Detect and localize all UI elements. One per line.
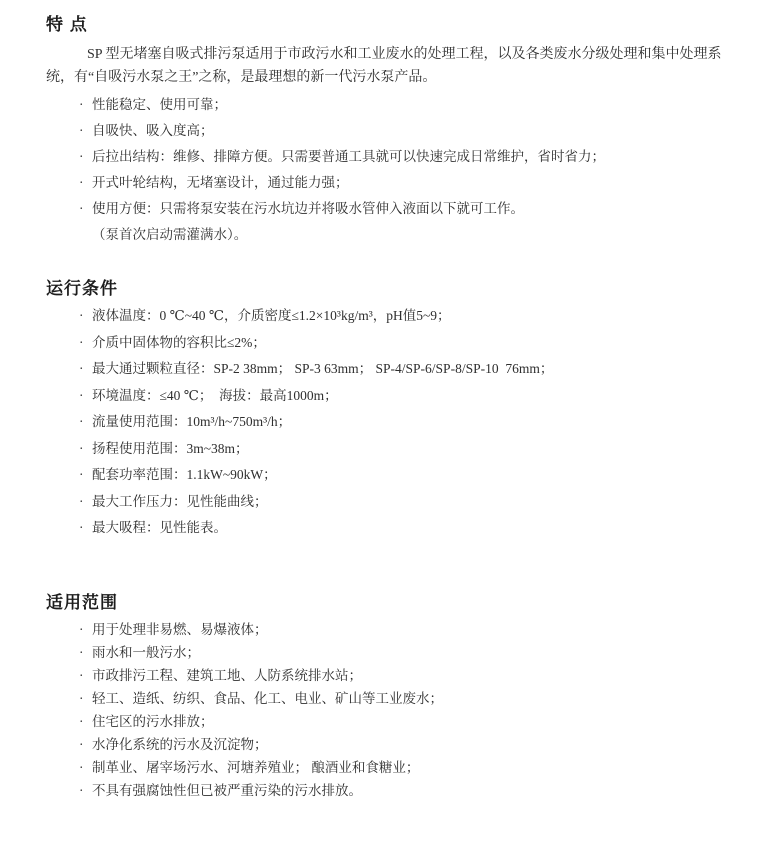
bullet-item <box>79 96 736 114</box>
bullet-marker: · <box>79 714 84 729</box>
bullet-marker: · <box>79 645 84 660</box>
bullet-item <box>79 307 736 325</box>
bullet-item <box>79 440 736 458</box>
bullet-text: 配套功率范围：1.1kW~90kW； <box>92 467 277 482</box>
bullet-marker: · <box>79 668 84 683</box>
features-bullet-list <box>46 96 736 244</box>
operating-conditions-bullet-list <box>46 307 736 537</box>
bullet-marker: · <box>79 201 84 216</box>
bullet-text: 性能稳定、使用可靠； <box>92 97 227 112</box>
section-operating-conditions <box>46 278 736 537</box>
bullet-item <box>79 759 736 776</box>
bullet-text: 液体温度：0 ℃~40 ℃，介质密度≤1.2×10³kg/m³，pH值5~9； <box>92 308 451 323</box>
bullet-item <box>79 466 736 484</box>
bullet-text: 自吸快、吸入度高； <box>92 123 214 138</box>
bullet-marker: · <box>79 760 84 775</box>
bullet-marker: · <box>79 414 84 429</box>
bullet-text: 市政排污工程、建筑工地、人防系统排水站； <box>92 668 362 683</box>
bullet-item <box>79 413 736 431</box>
bullet-item <box>79 713 736 730</box>
bullet-item <box>79 690 736 707</box>
bullet-item <box>79 667 736 684</box>
bullet-item <box>79 226 736 244</box>
section-application-range-heading: 适用范围 <box>46 593 118 612</box>
bullet-marker: · <box>79 334 84 350</box>
section-application-range <box>46 592 736 799</box>
section-features <box>46 14 736 244</box>
bullet-marker: · <box>79 783 84 798</box>
bullet-text: 水净化系统的污水及沉淀物； <box>92 737 268 752</box>
bullet-item <box>79 174 736 192</box>
bullet-item <box>79 493 736 511</box>
bullet-marker: · <box>79 622 84 637</box>
bullet-text: 用于处理非易燃、易爆液体； <box>92 622 268 637</box>
bullet-marker: · <box>79 737 84 752</box>
bullet-marker: · <box>79 520 84 535</box>
bullet-text: 最大吸程：见性能表。 <box>92 520 227 535</box>
bullet-item <box>79 148 736 166</box>
bullet-item <box>79 782 736 799</box>
bullet-marker: · <box>79 440 84 456</box>
bullet-marker: · <box>79 308 84 323</box>
bullet-text: 后拉出结构：维修、排障方便。只需要普通工具就可以快速完成日常维护，省时省力； <box>92 149 605 164</box>
bullet-item <box>79 519 736 537</box>
bullet-item <box>79 644 736 661</box>
bullet-text: 最大通过颗粒直径：SP-2 38mm； SP-3 63mm； SP-4/SP-6/SP-8/SP-10 76mm； <box>92 361 554 376</box>
bullet-item <box>79 736 736 753</box>
bullet-text: 不具有强腐蚀性但已被严重污染的污水排放。 <box>92 783 362 798</box>
bullet-text: （泵首次启动需灌满水）。 <box>92 227 248 242</box>
bullet-text: 扬程使用范围：3m~38m； <box>92 440 249 456</box>
bullet-marker: · <box>79 149 84 164</box>
bullet-item <box>79 387 736 405</box>
section-operating-conditions-heading: 运行条件 <box>46 279 118 298</box>
bullet-item <box>79 122 736 140</box>
bullet-text: 制革业、屠宰场污水、河塘养殖业； 酿酒业和食糖业； <box>92 760 420 775</box>
bullet-text: 环境温度：≤40 ℃； 海拔：最高1000m； <box>92 387 338 403</box>
features-intro-paragraph: SP 型无堵塞自吸式排污泵适用于市政污水和工业废水的处理工程，以及各类废水分级处理和集中处理系统，有“自吸污水泵之王”之称，是最理想的新一代污水泵产品。 <box>46 47 722 85</box>
bullet-text: 雨水和一般污水； <box>92 645 200 660</box>
bullet-item <box>79 360 736 378</box>
application-range-bullet-list <box>46 621 736 799</box>
bullet-marker: · <box>79 123 84 138</box>
bullet-marker: · <box>79 691 84 706</box>
bullet-marker: · <box>79 361 84 376</box>
bullet-text: 轻工、造纸、纺织、食品、化工、电业、矿山等工业废水； <box>92 691 443 706</box>
bullet-item <box>79 621 736 638</box>
bullet-item <box>79 200 736 218</box>
bullet-text: 流量使用范围：10m³/h~750m³/h； <box>92 414 292 429</box>
bullet-text: 住宅区的污水排放； <box>92 714 214 729</box>
bullet-text: 介质中固体物的容积比≤2%； <box>92 334 266 350</box>
bullet-marker: · <box>79 97 84 112</box>
bullet-marker: · <box>79 387 84 403</box>
bullet-marker: · <box>79 467 84 482</box>
bullet-item <box>79 334 736 352</box>
bullet-text: 使用方便：只需将泵安装在污水坑边并将吸水管伸入液面以下就可工作。 <box>92 201 524 216</box>
bullet-text: 开式叶轮结构，无堵塞设计，通过能力强； <box>92 175 349 190</box>
section-features-heading: 特 点 <box>46 15 88 34</box>
bullet-marker: · <box>79 493 84 509</box>
bullet-text: 最大工作压力：见性能曲线； <box>92 493 268 509</box>
bullet-marker: · <box>79 175 84 190</box>
